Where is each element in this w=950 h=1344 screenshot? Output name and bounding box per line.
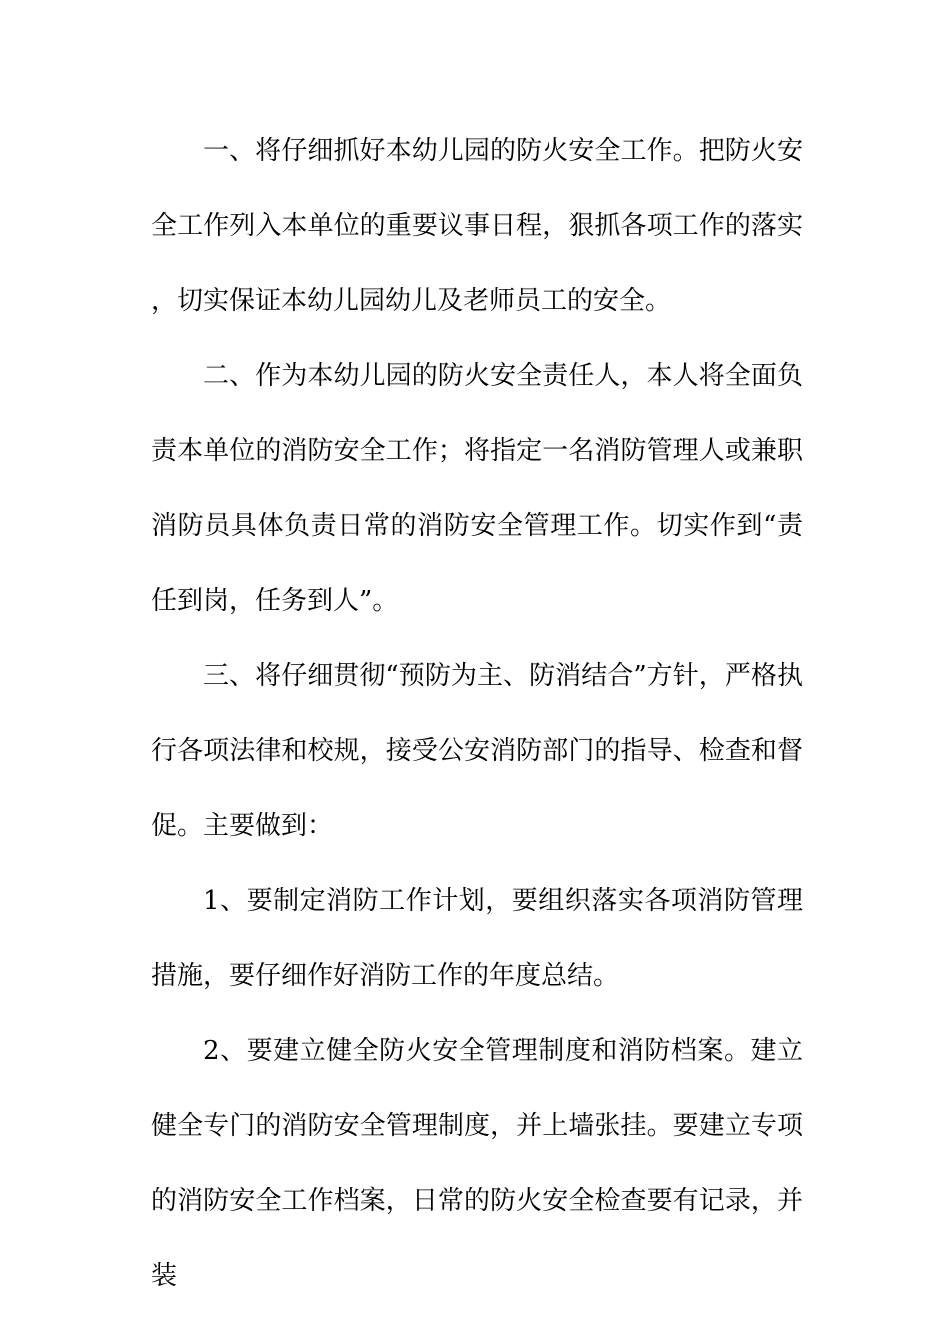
paragraph-2: 二、作为本幼儿园的防火安全责任人，本人将全面负责本单位的消防安全工作；将指定一名消防管理人或兼职消防员具体负责日常的消防安全管理工作。切实作到“责任到岗，任务到人”。 xyxy=(151,361,803,616)
paragraph-1: 一、将仔细抓好本幼儿园的防火安全工作。把防火安全工作列入本单位的重要议事日程，狠抓各项工作的落实，切实保证本幼儿园幼儿及老师员工的安全。 xyxy=(151,136,803,316)
paragraph-3: 三、将仔细贯彻“预防为主、防消结合”方针，严格执行各项法律和校规，接受公安消防部门的指导、检查和督促。主要做到： xyxy=(151,661,803,841)
document-body xyxy=(151,114,803,1314)
paragraph-5: 2、要建立健全防火安全管理制度和消防档案。建立健全专门的消防安全管理制度，并上墙张挂。要建立专项的消防安全工作档案，日常的防火安全检查要有记录，并装 xyxy=(151,1036,803,1291)
paragraph-4: 1、要制定消防工作计划，要组织落实各项消防管理措施，要仔细作好消防工作的年度总结。 xyxy=(151,886,803,991)
